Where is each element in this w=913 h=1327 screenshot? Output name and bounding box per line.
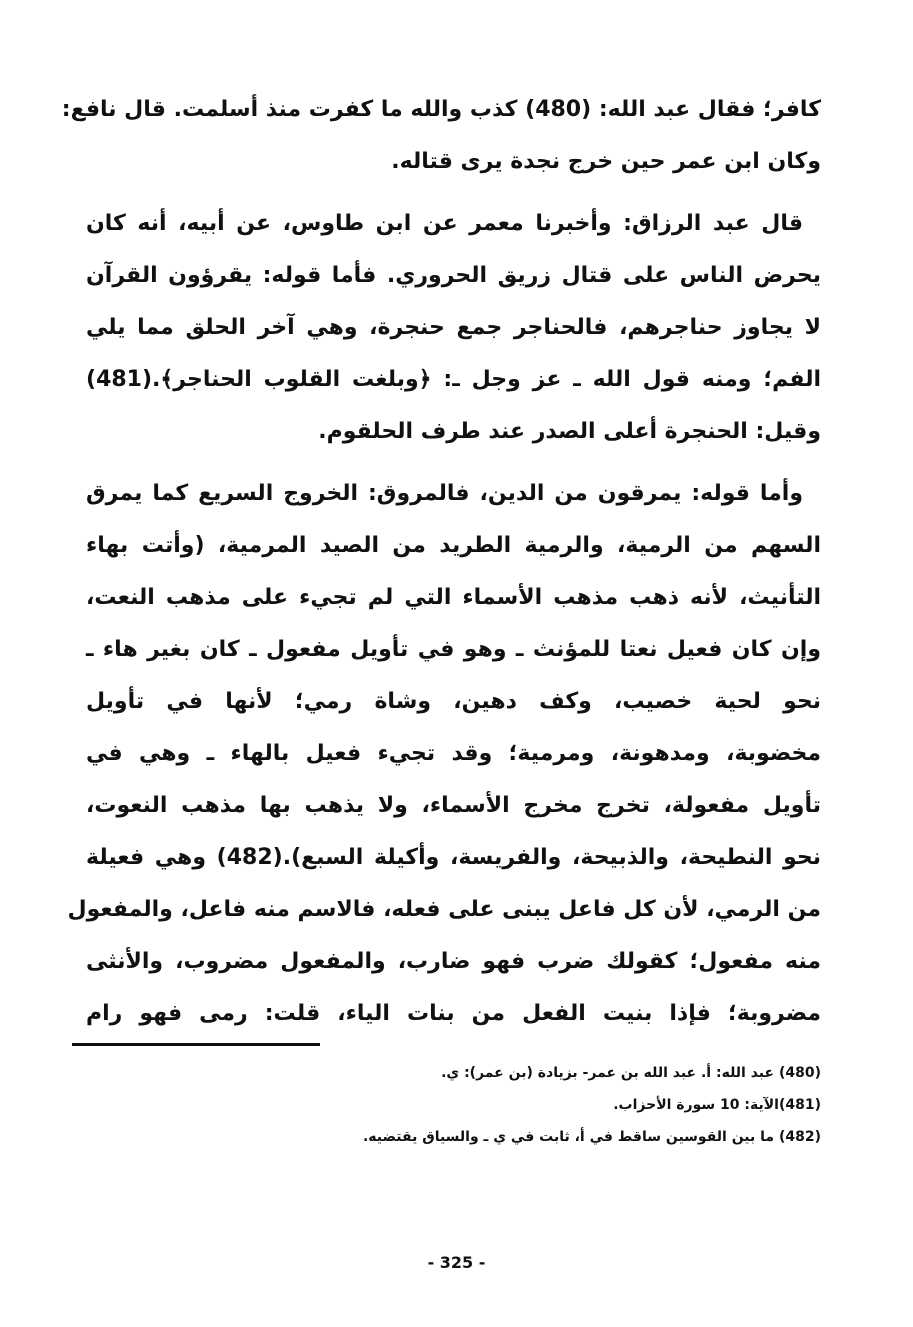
text-line: مخضوبة، ومدهونة، ومرمية؛ وقد تجيء فعيل بالهاء ـ وهي في [86,741,821,766]
text-line: من الرمي، لأن كل فاعل يبنى على فعله، فالاسم منه فاعل، والمفعول [67,897,821,922]
text-line: وأما قوله: يمرقون من الدين، فالمروق: الخروج السريع كما يمرق [86,481,803,506]
page-number: - 325 - [427,1253,486,1272]
footnote-482: (482) ما بين القوسين ساقط في أ، ثابت في ي ـ والسياق يقتضيه. [362,1129,821,1145]
footnote-481: (481)الآية: 10 سورة الأحزاب. [613,1097,821,1113]
text-line: لا يجاوز حناجرهم، فالحناجر جمع حنجرة، وهي آخر الحلق مما يلي [86,315,821,340]
text-line: مضروبة؛ فإذا بنيت الفعل من بنات الياء، قلت: رمى فهو رام [86,1001,821,1026]
text-line: وإن كان فعيل نعتا للمؤنث ـ وهو في تأويل مفعول ـ كان بغير هاء ـ [86,637,821,662]
footnote-divider [72,1043,320,1046]
text-line: وقيل: الحنجرة أعلى الصدر عند طرف الحلقوم. [318,419,821,444]
footnotes [86,1060,821,1156]
text-line: الفم؛ ومنه قول الله ـ عز وجل ـ: ﴿وبلغت القلوب الحناجر﴾.(481) [86,367,821,392]
text-line: تأويل مفعولة، تخرج مخرج الأسماء، ولا يذهب بها مذهب النعوت، [86,793,821,818]
text-line: وكان ابن عمر حين خرج نجدة يرى قتاله. [391,149,821,174]
text-line: نحو لحية خصيب، وكف دهين، وشاة رمي؛ لأنها في تأويل [86,689,821,714]
text-line: السهم من الرمية، والرمية الطريد من الصيد المرمية، (وأتت بهاء [86,533,821,558]
text-line: التأنيث، لأنه ذهب مذهب الأسماء التي لم تجيء على مذهب النعت، [86,585,821,610]
text-line: كافر؛ فقال عبد الله: (480) كذب والله ما كفرت منذ أسلمت. قال نافع: [61,97,821,122]
footnote-480: (480) عبد الله: أ. عبد الله بن عمر- بزيادة (بن عمر): ي. [441,1065,821,1081]
text-line: يحرض الناس على قتال زريق الحروري. فأما قوله: يقرؤون القرآن [86,263,821,288]
text-line: منه مفعول؛ كقولك ضرب فهو ضارب، والمفعول مضروب، والأنثى [86,949,821,974]
main-text [61,84,821,1040]
text-line: نحو النطيحة، والذبيحة، والفريسة، وأكيلة السبع).(482) وهي فعيلة [86,845,821,870]
text-line: قال عبد الرزاق: وأخبرنا معمر عن ابن طاوس، عن أبيه، أنه كان [86,211,803,236]
